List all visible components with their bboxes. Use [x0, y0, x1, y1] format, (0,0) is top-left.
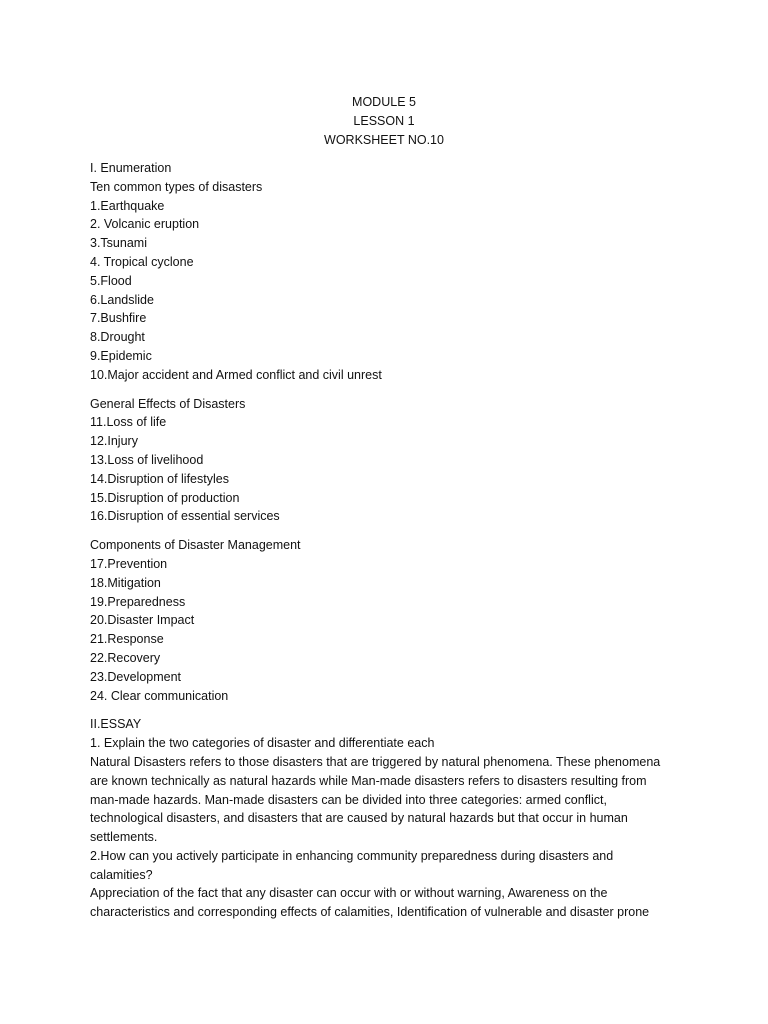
list-item: 18.Mitigation [90, 575, 161, 590]
essay-answer-1 [90, 753, 680, 847]
list-item: 16.Disruption of essential services [90, 509, 280, 524]
spacer [90, 526, 680, 536]
question-line: 2.How can you actively participate in enhancing community preparedness during disasters and [90, 848, 614, 863]
answer-line: settlements. [90, 830, 158, 845]
answer-line: characteristics and corresponding effects of calamities, Identification of vulnerable and disaster prone [90, 905, 650, 920]
list-item: 20.Disaster Impact [90, 613, 195, 628]
disasters-list [90, 197, 680, 385]
list-item: 8.Drought [90, 330, 145, 345]
disasters-heading: Ten common types of disasters [90, 179, 263, 194]
list-item: 9.Epidemic [90, 348, 152, 363]
list-item: 23.Development [90, 669, 182, 684]
list-item: 19.Preparedness [90, 594, 186, 609]
essay-question-1: 1. Explain the two categories of disaster and differentiate each [90, 736, 435, 751]
list-item: 21.Response [90, 632, 164, 647]
effects-heading: General Effects of Disasters [90, 396, 246, 411]
enumeration-heading: I. Enumeration [90, 161, 172, 175]
question-line: calamities? [90, 867, 153, 882]
list-item: 22.Recovery [90, 650, 161, 665]
spacer [90, 385, 680, 395]
components-heading: Components of Disaster Management [90, 538, 301, 553]
answer-line: man-made hazards. Man-made disasters can be divided into three categories: armed conflict, [90, 792, 607, 807]
list-item: 11.Loss of life [90, 415, 167, 430]
effects-list [90, 413, 680, 526]
list-item: 17.Prevention [90, 556, 168, 571]
answer-line: Natural Disasters refers to those disasters that are triggered by natural phenomena. These phenomena [90, 754, 661, 769]
lesson-title: LESSON 1 [353, 114, 415, 128]
list-item: 2. Volcanic eruption [90, 217, 200, 232]
list-item: 1.Earthquake [90, 198, 165, 213]
worksheet-body [90, 159, 680, 922]
essay-question-2 [90, 847, 680, 885]
list-item: 14.Disruption of lifestyles [90, 471, 229, 486]
list-item: 12.Injury [90, 434, 138, 449]
components-list [90, 555, 680, 705]
list-item: 13.Loss of livelihood [90, 452, 204, 467]
answer-line: are known technically as natural hazards while Man-made disasters refers to disasters resulting from [90, 773, 647, 788]
list-item: 6.Landslide [90, 292, 154, 307]
list-item: 5.Flood [90, 273, 132, 288]
list-item: 3.Tsunami [90, 236, 147, 251]
module-title: MODULE 5 [352, 95, 416, 109]
spacer [90, 705, 680, 715]
list-item: 10.Major accident and Armed conflict and civil unrest [90, 367, 382, 382]
list-item: 24. Clear communication [90, 688, 229, 703]
essay-heading: II.ESSAY [90, 717, 142, 732]
list-item: 15.Disruption of production [90, 490, 240, 505]
worksheet-title: WORKSHEET NO.10 [324, 133, 444, 147]
list-item: 7.Bushfire [90, 311, 147, 326]
answer-line: Appreciation of the fact that any disaster can occur with or without warning, Awareness on the [90, 886, 608, 901]
essay-answer-2 [90, 884, 680, 922]
answer-line: technological disasters, and disasters that are caused by natural hazards but that occur in human [90, 811, 628, 826]
list-item: 4. Tropical cyclone [90, 254, 194, 269]
worksheet-header [0, 93, 768, 150]
